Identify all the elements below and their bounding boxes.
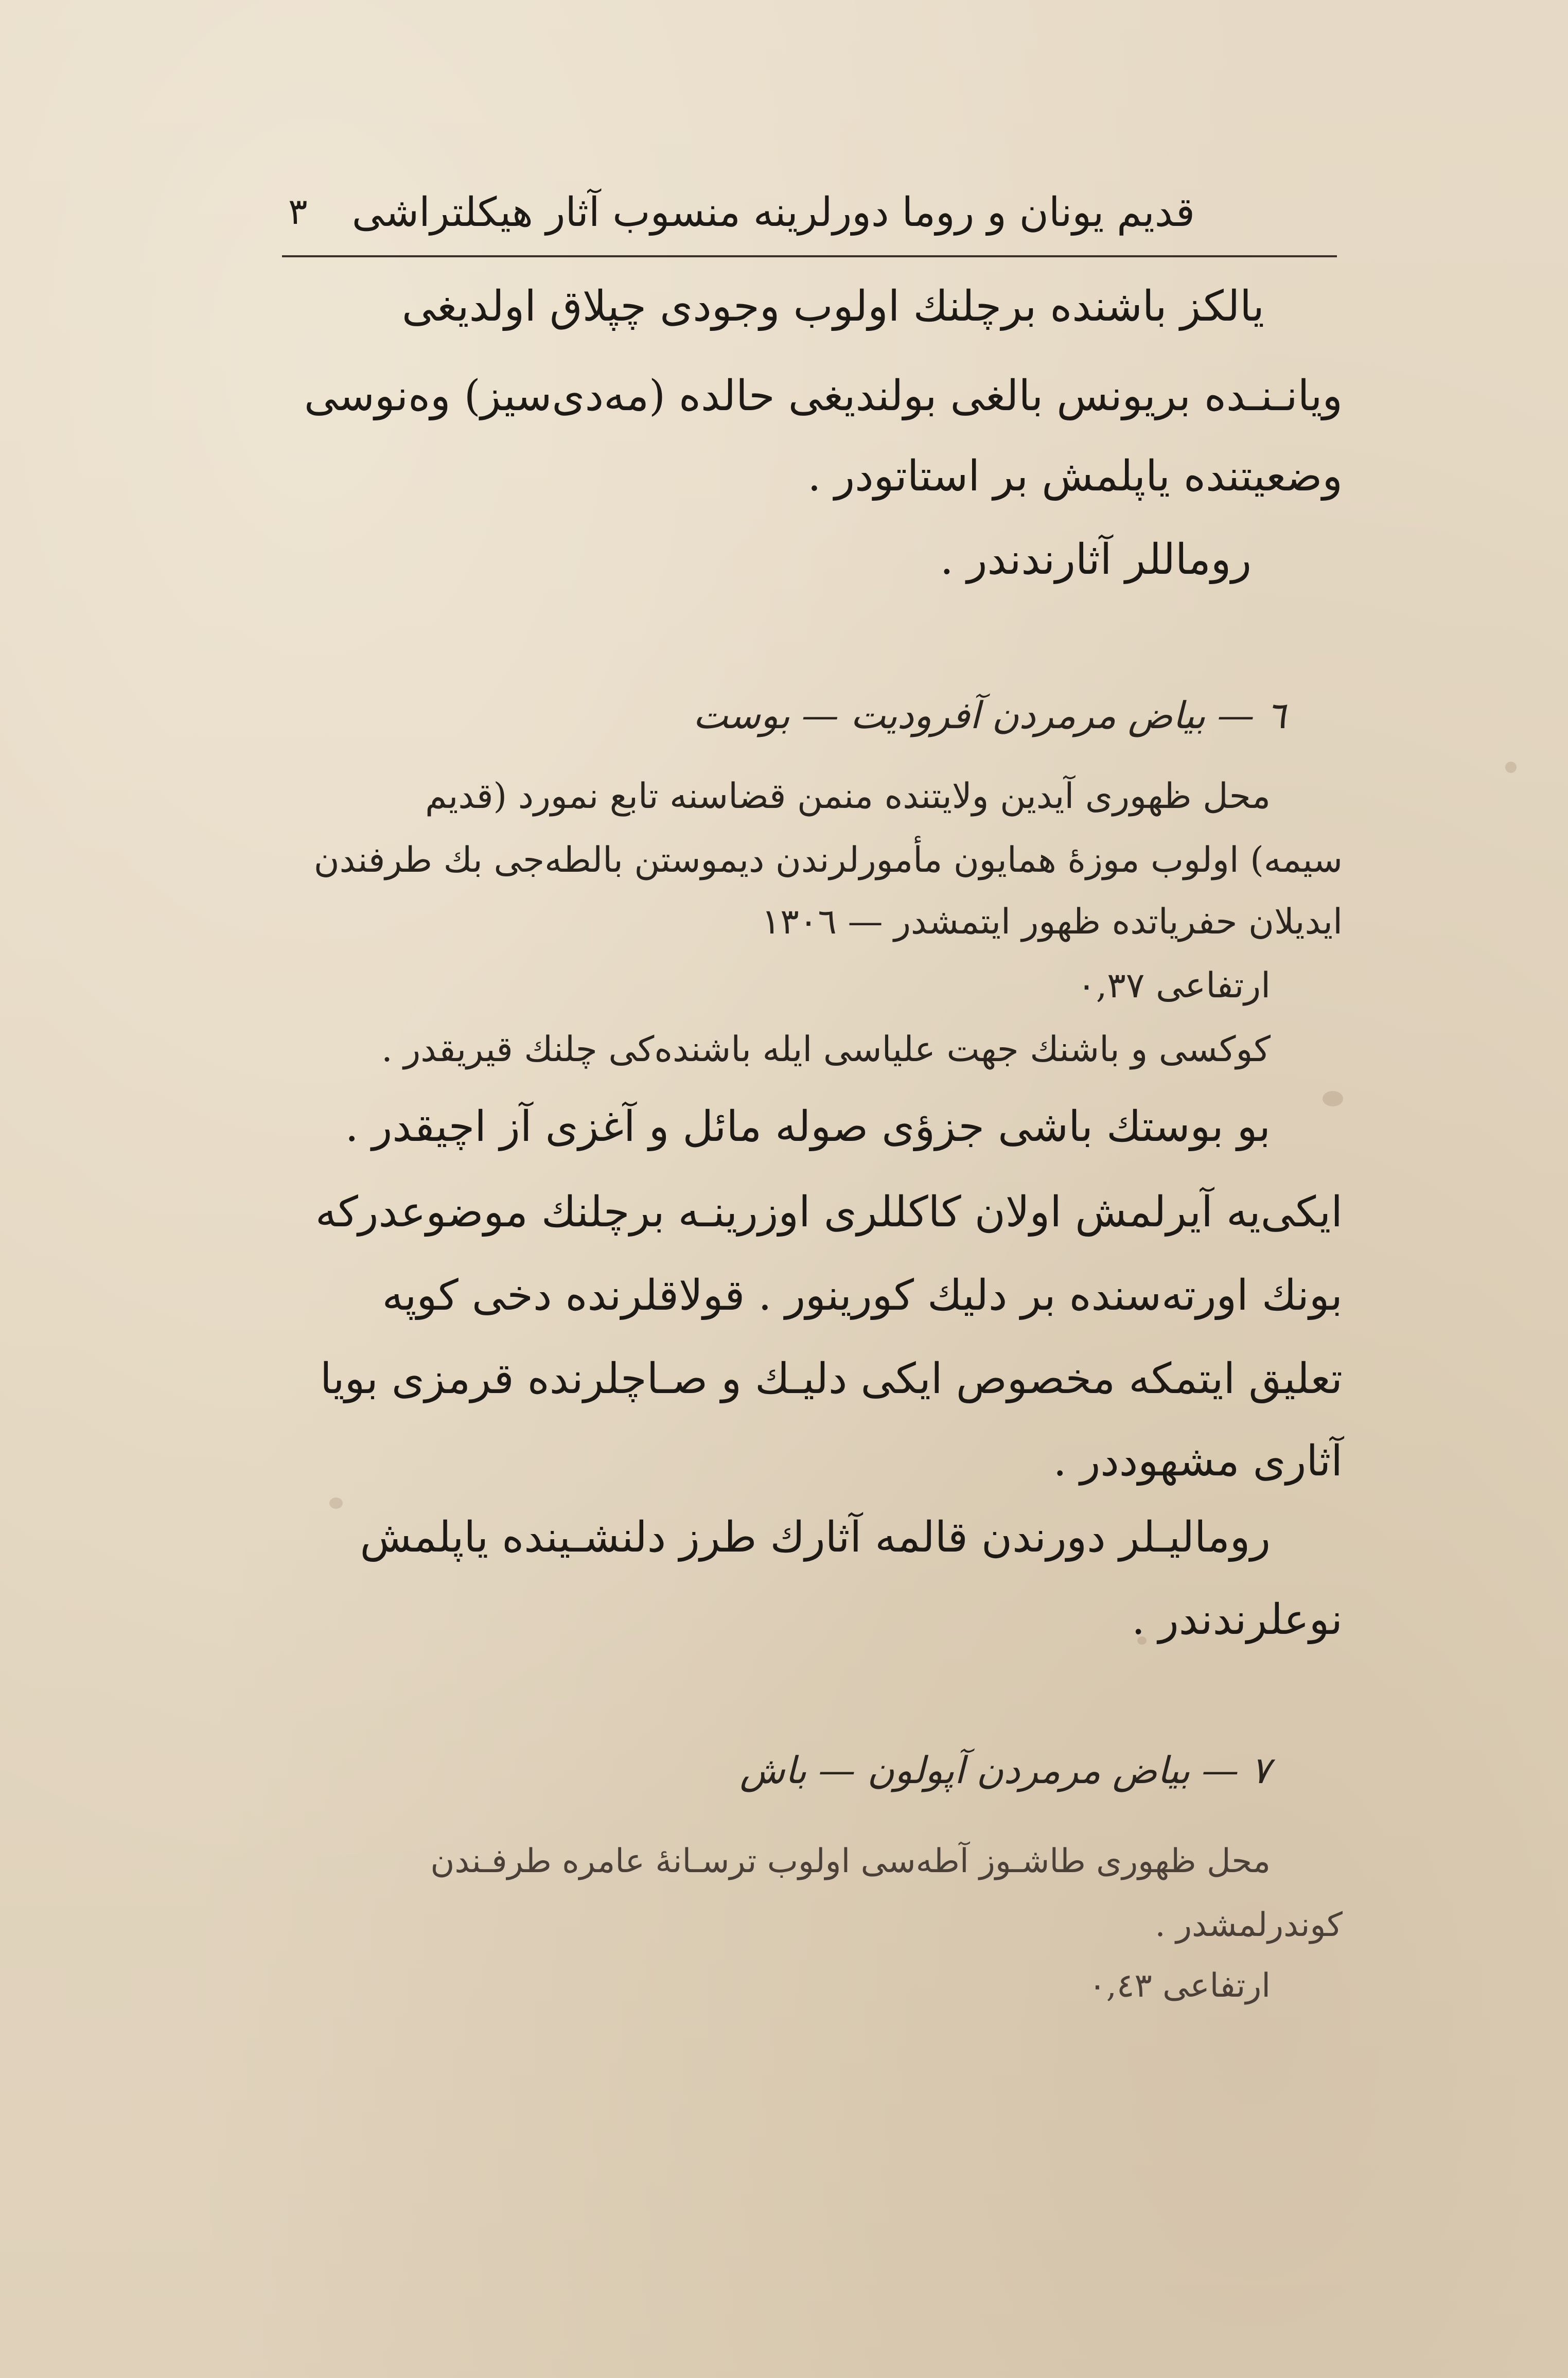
body-line: نوعلرندندر . [1132,1595,1343,1644]
paper-spot [1505,762,1517,773]
body-line: ویانـنـده بریونس بالغی بولندیغی حالده (مه‌دی‌سیز) وه‌نوسی [304,372,1343,420]
section-heading: ٧ — بیاض مرمردن آپولون — باش [739,1749,1271,1792]
detail-line: ارتفاعی ٠,٤٣ [1088,1967,1271,2005]
body-line: یالکز باشنده برچلنك اولوب وجودی چپلاق اولدیغی [401,282,1264,331]
detail-line: ایدیلان حفریاتده ظهور ایتمشدر — ١٣٠٦ [761,902,1343,942]
body-line: رومالیـلر دورندن قالمه آثارك طرز دلنشـینده یاپلمش [360,1513,1271,1562]
header-rule [282,255,1337,257]
body-line: وضعیتنده یاپلمش بر استاتودر . [807,452,1343,501]
detail-line: ارتفاعی ٠,٣٧ [1077,965,1271,1006]
page-number: ٣ [288,190,308,233]
running-header-title: قدیم یونان و روما دورلرینه منسوب آثار هیکلتراشی [351,189,1195,236]
detail-line: کوندرلمشدر . [1155,1906,1343,1944]
detail-line: کوکسی و باشنك جهت علیاسی ایله باشنده‌کی چلنك قیریقدر . [381,1029,1271,1070]
body-line: بو بوستك باشی جزؤی صوله مائل و آغزی آز اچیقدر . [345,1102,1271,1151]
section-heading: ٦ — بیاض مرمردن آفرودیت — بوست [693,694,1286,737]
body-line: تعلیق ایتمکه مخصوص ایکی دلیـك و صـاچلرنده قرمزی بویا [320,1354,1343,1403]
body-line: آثاری مشهوددر . [1053,1437,1343,1486]
detail-line: محل ظهوری طاشـوز آطه‌سی اولوب ترسـانهٔ عامره طرفـندن [430,1842,1271,1880]
body-line: بونك اورته‌سنده بر دلیك کورینور . قولاقلرنده دخی کوپه [382,1271,1343,1320]
detail-line: سیمه) اولوب موزهٔ همایون مأمورلرندن دیموستن بالطه‌جی بك طرفندن [313,840,1343,880]
paper-spot [329,1498,343,1509]
body-line: روماللر آثارندندر . [940,535,1252,584]
paper-spot [1323,1091,1343,1106]
detail-line: محل ظهوری آیدین ولایتنده منمن قضاسنه تابع نمورد (قدیم [425,776,1271,817]
body-line: ایکی‌یه آیرلمش اولان کاکللری اوزرینـه برچلنك موضوعدرکه [315,1188,1343,1237]
